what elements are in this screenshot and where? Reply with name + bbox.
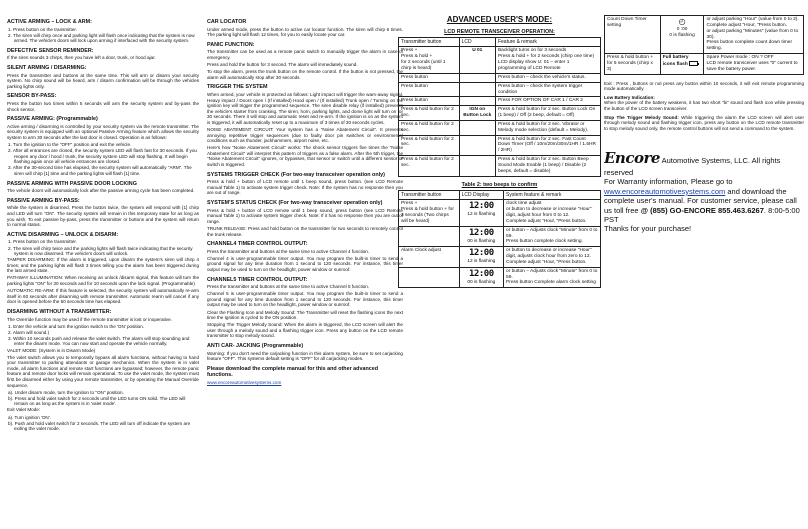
paragraph: PATHWAY ILLUMINATION: When receiving an unlock /disarm signal, this feature will turn the parking lights "ON" for 30 seconds and for 10 seconds upon the lock signal. (Programmable): [7, 275, 199, 287]
table-row: [399, 106, 601, 121]
section-heading: CHANNEL5 TIMER CONTROL OUTPUT:: [207, 276, 308, 283]
lcd-display-cell: [459, 200, 503, 226]
table-cell: [459, 156, 495, 177]
lcd-table-title: LCD REMOTE TRANSCEIVER OPERATION:: [444, 28, 555, 35]
section-heading: SENSOR BY-PASS:: [7, 93, 57, 100]
low-battery-section: [604, 95, 804, 112]
paragraph: Here's how "Noise Abatement Circuit" works: The shock sensor triggers five times the "Noise Abatement Circuit" will interpret this pattern of triggers as a false alarm. After the 5th trigger, the "Noise Abatement Circuit" ignores, or bypasses, that sensor or switch until a different sensor or switch is triggered.: [207, 145, 403, 168]
table-cell: [399, 267, 460, 288]
table-cell: or button – Adjusts clock "Minute" from 0 to 59. Press button complete clock setting.: [504, 226, 601, 247]
table-cell: Backlight turns on for 3 seconds Press & hold + for 2 seconds (chirp one time) LCD display show U: 01 – enter 1 programming of LCD Remote: [495, 47, 600, 73]
paragraph: Exit Valet Mode:: [7, 407, 41, 413]
paragraph: Press the transmitter and buttons at the same time to active Channel 4 function.: [207, 248, 370, 254]
table-row: [399, 97, 601, 106]
table-cell: U 01: [459, 47, 495, 73]
list-item: 1. Press button on the transmitter.: [8, 26, 77, 32]
table-cell: IGN on Button Lock: [459, 106, 495, 121]
countdown-lcd-text: 0 :00 0 is flashing: [669, 26, 695, 38]
advanced-mode-title: ADVANCED USER'S MODE:: [446, 15, 553, 24]
paragraph: TRUNK RELEASE: Press and hold button on the transmitter for two seconds to remotely control the trunk release.: [207, 225, 403, 237]
brand-tail: Automotive Systems, LLC. All rights reserved: [604, 156, 781, 178]
table-row: [399, 247, 601, 268]
table-header: LCD Display: [459, 191, 503, 200]
section-heading: PANIC FUNCTION:: [207, 41, 255, 48]
table-row: [399, 47, 601, 73]
lcd-table-body: [399, 47, 601, 176]
website-link[interactable]: www.encoreautomotivesystems.com: [604, 186, 726, 196]
table-cell: Press + Press & hold button + for 3 seconds (Two chirps will be heard): [399, 200, 460, 226]
table-cell: Press & hold button for 2 sec. Fast Count Down Timer (Off / 10m/20m/30m/1HR / 1.5HR / 2HR): [495, 135, 600, 156]
list-item: 3. Within 10 seconds push and release the valet switch. The alarm will stop sounding and enter the disarm mode. You can now start and operate the vehicle normally.: [8, 335, 190, 347]
section-heading: Please download the complete manual for this and other advanced functions.: [207, 365, 379, 379]
column-locator-trigger: [207, 15, 403, 527]
paragraph: VALET MODE: (System is in Disarm Mode): [7, 347, 96, 353]
list-item: 2. The siren will chirp twice and the parking lights will flash twice indicating that the security system is now disarmed. The vehicle's doors will unlock.: [8, 245, 193, 257]
paragraph: When armed, your vehicle is protected as follows: Light impact will trigger the warn-away signal. Heavy impact / Doors open / (If installed) Hood open / (If installed) Trunk open / Turning on the ignition key will trigger the programmed sequence. The siren disable relay (if installed) prevents the vehicle's starter from cranking. The siren, horn, parking lights, and dome light will turn on for 30 seconds. There it will stop and automatic reset and re-arm. If the ignition is on as the system is triggered, it will automatically reset up to a maximum of 3 times of 30 seconds cycles.: [207, 91, 403, 125]
table-cell: Press button: [399, 97, 460, 106]
column-settings-brand: [604, 15, 804, 527]
lcd-flash-text: 12 is flashing: [467, 259, 496, 265]
table-cell: Press button – check the system trigger condition: [495, 82, 600, 97]
lcd-operation-table: [398, 37, 601, 176]
warranty-text: For Warranty information, Please go to: [604, 177, 733, 187]
brand-logo: Encore: [604, 149, 660, 168]
list-item: 1. Press button on the transmitter.: [8, 239, 77, 245]
paragraph: The valet switch allows you to temporarily bypass all alarm functions, without having to hand your transmitter to parking attendants or garage mechanics. When the system is in valet mode, all alarm functions and remote start functions are bypassed; however, the remote panic feature and remote door locks will remain operational. To use the valet mode, the system must first be disarmed either by using your remote transmitter, or by operating the Manual Override sequence.: [7, 354, 199, 388]
battery-icon: [689, 61, 698, 66]
low-battery-text: When the power of the battery weakens, it has two short "bi" sound and flash icon while pressing the button of the LCD screen transceiver.: [604, 100, 804, 111]
table-row: [399, 156, 601, 177]
list-item: 2. After all entrances are closed, the security system LED will flash fast for 30 seconds. If you reopen any door / hood / trunk, the security system LED will stop flashing. It will begin flashing again once all vehicle entrances are closed.: [8, 148, 197, 165]
table-two-title: Table 2: two beeps to confirm: [461, 181, 538, 188]
table-row: [399, 135, 601, 156]
paragraph: NOISE ABATEMENT CIRCUIT: Your system has a "Noise Abatement Circuit". It prevents annoying repetitive trigger sequences (due to faulty door pin switches or environmental conditions such as thunder, jackhammers, airport noise, etc.: [207, 127, 403, 144]
table-cell: Press & hold button for 2 sec.: [399, 156, 460, 177]
thanks-text: Thanks for your purchase!: [604, 224, 692, 234]
list-item: a). Under disarm mode, turn the ignition to "ON" position.: [8, 389, 124, 395]
lcd-display-cell: [459, 226, 503, 247]
table-cell: Press FOR OPTION OF CAR 1 / CAR 2: [495, 97, 600, 106]
paragraph: TAMPER DISARMING: If the alarm is triggered, upon disarm the system's siren will chirp 4 times; and the parking lights will flash 3 times telling you the alarm has been triggered during the last armed state.: [7, 257, 199, 274]
phone-number: @ (855) GO-ENCORE 855.463.6267: [640, 205, 764, 215]
paragraph: Press the button two times within 5 seconds will arm the security system and by-pass the shock sensor.: [7, 101, 199, 112]
table-cell: Press + Press & hold + for 2 seconds (until 1 chirp is heard): [399, 47, 460, 73]
list-item: 3. After the 30-second time has elapsed, the security system will automatically "ARM". The siren will chirp [1] time and the parking lights will flash [1] time.: [8, 165, 192, 177]
paragraph: Press the transmitter and buttons at the same time. This will arm or disarm your security system. No chirp sound will be heard, arm / disarm confirmation will be through the vehicles parking lights only.: [7, 72, 199, 89]
table-cell: Spare Power mode : ON ? OFF LCD remote transceiver uses "0" current to save the battery power.: [704, 54, 804, 75]
paragraph: Channel 4 is user-programmable timer output. You may program the built-in timer to send a ground signal for any time duration from 1 second to 120 seconds. For instance, this timer output may be used to turn on the headlight, power window or sunroof.: [207, 255, 403, 272]
table-header-row: [399, 191, 601, 200]
table-row: [399, 200, 601, 226]
paragraph: The vehicle doors will automatically lock after the passive arming cycle has been completed.: [7, 188, 195, 194]
clock-table: [398, 190, 601, 288]
paragraph: Press & hold + button of LCD remote until 1 beep sound, press button. (see LCD Remote manual Table 1) to activate system trigger check. Note: If the system has no response then you are out of range.: [207, 179, 403, 196]
table-row: [399, 82, 601, 97]
lcd-clock-digits: 12:00: [469, 268, 494, 279]
lcd-display-cell: [459, 247, 503, 268]
paragraph: Press & hold + button of LCD remote until 1 beep sound, press button (see LCD Remote manual Table 1) to activate system trigger check. Note: If it has no response then you are out of range.: [207, 207, 403, 224]
table-header: System feature & remark: [504, 191, 601, 200]
table-cell: Press button – check the vehicle's status.: [495, 73, 600, 82]
section-heading: DEFECTIVE SENSOR REMINDER:: [7, 47, 94, 54]
hours-text: . 8:00-5:00 PST: [604, 205, 800, 224]
paragraph: Clear the Flashing Icon and Melody Sound: The Transmitter will reset the flashing icons the next time the Ignition is cycled to the ON position.: [207, 309, 403, 321]
column-security-basics: [7, 15, 199, 527]
stop-trigger-title: Stop The Trigger Melody Sound:: [604, 114, 679, 120]
low-battery-title: Low Battery Indication:: [604, 94, 655, 100]
paragraph: Warning: If you don't need the carjacking function in this alarm system, be sure to set carjacking feature "OFF". This systems default setting is "OFF" for all carjacking modes.: [207, 350, 403, 362]
paragraph: Stopping The Trigger Melody Sound: When the alarm is triggered, the LCD screen will alert the user through a melody sound and a flashing trigger icon. Press any button on the LCD remote transmitter to stop melody sound.: [207, 322, 403, 339]
table-cell: clock time adjust or button to decrease or increase "Hour" digit, adjust hour from 0 to 12. Complete adjust "Hour, "Press button.: [504, 200, 601, 226]
paragraph: Under armed mode, press the button to active car locator function. The siren will chirp 6 times. The parking light will flash 12 times, for you to easily locate your car.: [207, 26, 403, 38]
section-heading: DISARMING WITHOUT A TRANSMITTER:: [7, 308, 112, 315]
table-cell: [459, 120, 495, 135]
table-header: LCD: [459, 38, 495, 47]
section-heading: TRIGGER THE SYSTEM: [207, 84, 268, 91]
paragraph: Press and hold the button for 3 second. The alarm will immediately sound.: [207, 62, 358, 68]
table-row: [399, 73, 601, 82]
section-heading: ACTIVE DISARMING – UNLOCK & DISARM:: [7, 231, 119, 238]
stop-trigger-section: [604, 115, 804, 132]
table-row: [605, 54, 804, 75]
table-cell: Press & hold button for 2 sec.: [399, 120, 460, 135]
lcd-clock-digits: 12:00: [469, 248, 494, 259]
table-cell: [459, 97, 495, 106]
section-heading: SYSTEM'S STATUS CHECK (For two-way transceiver operation only): [207, 200, 383, 207]
section-heading: SYSTEMS TRIGGER CHECK (For two-way transceiver operation only): [207, 171, 385, 178]
table-cell: Press & hold button for 2 sec.: [399, 106, 460, 121]
clock-table-body: [399, 200, 601, 288]
table-header: Feature & remark: [495, 38, 600, 47]
table-cell: [399, 226, 460, 247]
table-row: [399, 267, 601, 288]
table-cell: or button to decrease or increase "Hour" digit, adjusts clock hour from zero to 12. Complete adjust "Hour, "Press button.: [504, 247, 601, 268]
battery-lcd-cell: [660, 54, 704, 75]
table-cell: Press & hold button for 2 sec.: [399, 135, 460, 156]
table-cell: Press & hold button for 2 sec. Button Beep Sound Mode Enable (1 beep) / Disable (2 beeps, default = disable): [495, 156, 600, 177]
paragraph: Active arming / disarming is controlled by your security system via the remote transmitter. The security system is equipped with an optional Passive Arming feature which allows the security system to arm 30 seconds after the last door is closed. Operation is as follows:: [7, 123, 199, 140]
table-cell: [459, 73, 495, 82]
section-heading: PASSIVE ARMING: (Programmable): [7, 116, 98, 123]
table-cell: or adjust parking "Hour" (value from 0 to 2). Complete adjust "Hour, "Press button. or adjust parking "Minutes" (value from 0 to 30). Press button complete count down timer setting.: [704, 16, 804, 54]
list-item: a). Turn ignition 'ON'.: [8, 414, 51, 420]
paragraph: The Override function may be used if the remote transmitter is lost or inoperative.: [7, 316, 172, 322]
table-header-row: [399, 38, 601, 47]
table-row: [399, 120, 601, 135]
table-cell: [459, 82, 495, 97]
section-heading: PASSIVE ARMING WITH PASSIVE DOOR LOCKING: [7, 180, 137, 187]
brand-block: [604, 149, 804, 233]
paragraph: If the siren sounds 3 chirps, then you have left a door, trunk, or hood ajar.: [7, 55, 156, 61]
paragraph: Press the transmitter and buttons at the same time to active Channel 5 function.: [207, 284, 370, 290]
column-advanced-mode: [398, 15, 601, 527]
paragraph: The transmitter can be used as a remote panic switch to manually trigger the alarm in case of emergency.: [207, 49, 403, 60]
table-cell: Press & hold button + for 5 seconds (chirp x 3): [605, 54, 661, 75]
list-item: b). Push and hold valet switch for 2 seconds. The LED will turn off indicate the system are exiting the valet mode.: [8, 420, 191, 432]
stop-trigger-text: While triggering the alarm the LCD screen will alert user through melody sound and flashing trigger icon, press any button on the LCD remote transmitter to stop melody sound only, the remote control buttons will not send a command to the system.: [604, 114, 804, 131]
lcd-display-cell: [459, 267, 503, 288]
battery-lcd-text: Full battery icons flash: [662, 55, 689, 67]
table-cell: or button – Adjusts clock "Minute" from 0 to 59. Press button Complete alarm clock setting: [504, 267, 601, 288]
paragraph: To stop the alarm, press the trunk button on the remote control. If the button is not pressed, the alarm will automatically stop after 30 seconds.: [207, 69, 403, 80]
section-heading: ANTI CAR- JACKING (Programmable): [207, 343, 304, 349]
paragraph: AUTOMATIC RE-ARM: If this feature is selected, the security system will automatically re-arm itself in 60 seconds after disarming with remote transmitter. Automatic rearm will cancel if any door is opened before the 60 seconds time has elapsed.: [7, 288, 199, 305]
table-cell: Press button: [399, 82, 460, 97]
table-cell: Alarm Clock adjust: [399, 247, 460, 268]
section-heading: CAR LOCATOR: [207, 19, 247, 25]
table-cell: Press & hold button for 2 sec. Button Lock On (1 beep) / Off (2 beep, default = Off): [495, 106, 600, 121]
list-item: 1. Turn the ignition to the "OFF" position and exit the vehicle.: [8, 142, 132, 148]
paragraph: Channel 5 is user-programmable timer output. You may program the built-in timer to send a ground signal for any time duration from 1 second to 120 seconds. For instance, this timer output may be used to turn on the headlight, power window or sunroof.: [207, 291, 403, 308]
section-heading: CHANNEL4 TIMER CONTROL OUTPUT:: [207, 241, 308, 248]
table-row: [605, 16, 804, 54]
timer-battery-table: [604, 15, 804, 75]
table-cell: [459, 135, 495, 156]
list-item: 2. The siren will chirp once and parking light will flash once indicating that the system is now armed. The vehicle's doors will lock upon arming if interfaced with the security system.: [8, 32, 195, 44]
section-heading: PASSIVE ARMING BY-PASS:: [7, 197, 80, 204]
lcd-clock-digits: 12:00: [469, 201, 494, 212]
paragraph: While the system is disarmed, Press the button twice, the system will respond with [1] chirp and LED will turn "ON". The security system will remain in this temporary state for as long as you wish. To exit passive by-pass, press the transmitter or buttons and the system will return to normal status.: [7, 205, 199, 228]
exit-note: Exit : Press , buttons or not press any button within 10 seconds, it will exit remote programming mode automatically.: [604, 80, 804, 92]
clock-icon: ◴: [678, 17, 686, 26]
lcd-flash-text: 00 is flashing: [467, 238, 496, 244]
list-item: 2. Alarm will sound.): [8, 329, 50, 335]
list-item: b). Press and hold valet switch for 2 seconds until the LED turns ON solid. The LED will remain on as long as the system is in 'valet mode'.: [8, 395, 186, 407]
manual-text: and download the complete user's manual. For customer service, please call us toll free: [604, 186, 797, 215]
table-header: Transmitter button: [399, 38, 460, 47]
lcd-flash-text: 00 is flashing: [467, 279, 496, 285]
countdown-lcd-cell: [660, 16, 704, 54]
table-header: Transmitter button: [399, 191, 460, 200]
section-heading: SILENT ARMING / DISARMING:: [7, 65, 87, 72]
table-cell: Press button: [399, 73, 460, 82]
table-row: [399, 226, 601, 247]
list-item: 1. Enter the vehicle and turn the ignition switch to the 'ON' position.: [8, 323, 145, 329]
lcd-clock-digits: 12:00: [469, 227, 494, 238]
table-cell: Press & hold button for 2 sec. Vibrator or Melody mode selection (default = Melody).: [495, 120, 600, 135]
section-heading: ACTIVE ARMING – LOCK & ARM:: [7, 19, 92, 25]
website-link[interactable]: www.encoreautomotivesystems.com: [207, 379, 282, 385]
table-cell: Count Down Timer setting: [605, 16, 661, 54]
lcd-flash-text: 12 is flashing: [467, 212, 496, 218]
